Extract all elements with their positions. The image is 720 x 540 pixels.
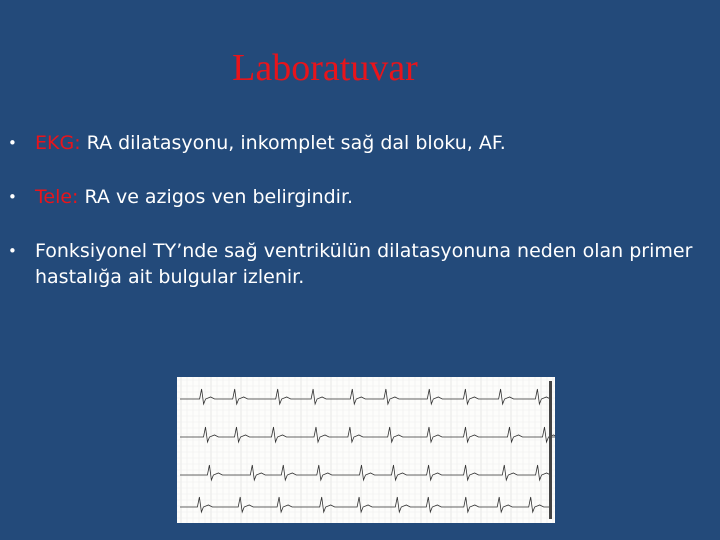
bullet-item-ekg bbox=[8, 130, 708, 156]
bullet-icon: • bbox=[8, 134, 17, 152]
bullet-icon: • bbox=[8, 242, 17, 260]
bullet-item-tele bbox=[8, 184, 708, 210]
bullet-label: EKG: bbox=[35, 132, 81, 154]
bullet-icon: • bbox=[8, 188, 17, 206]
bullet-list bbox=[8, 130, 708, 318]
bullet-label: Tele: bbox=[35, 186, 79, 208]
bullet-text: RA ve azigos ven belirgindir. bbox=[78, 186, 354, 208]
bullet-text: RA dilatasyonu, inkomplet sağ dal bloku, AF. bbox=[80, 132, 506, 154]
bullet-text: Fonksiyonel TY’nde sağ ventrikülün dilatasyonuna neden olan primer hastalığa ait bulgular izlenir. bbox=[35, 240, 693, 288]
ecg-trace bbox=[177, 377, 555, 523]
bullet-item-fonksiyonel bbox=[8, 238, 708, 290]
slide-title: Laboratuvar bbox=[232, 47, 418, 89]
ecg-strip-image bbox=[177, 377, 555, 523]
